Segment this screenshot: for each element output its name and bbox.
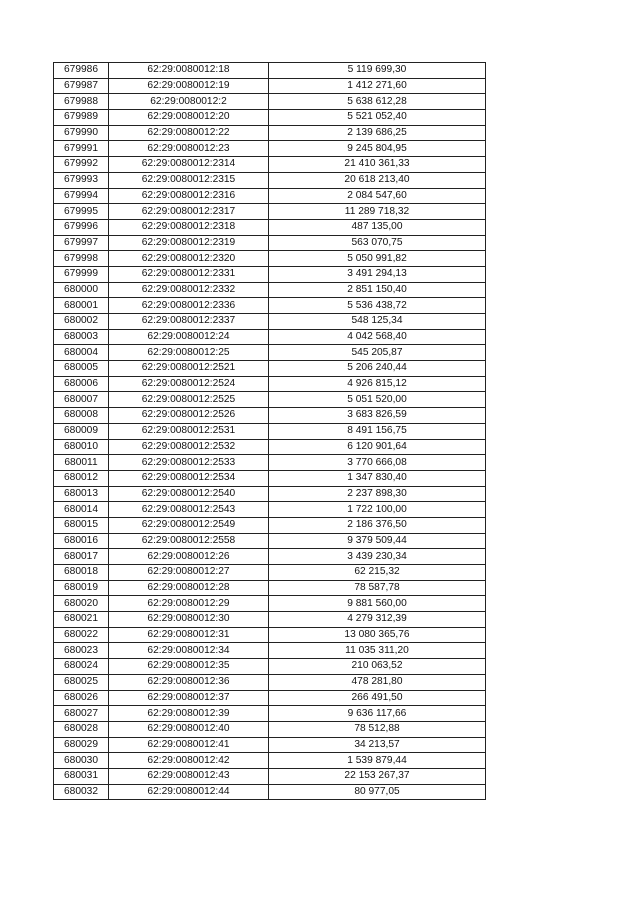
cadastral-number-cell: 62:29:0080012:2549	[109, 517, 269, 533]
cadastral-number-cell: 62:29:0080012:19	[109, 78, 269, 94]
table-row	[54, 361, 486, 377]
cadastral-value-cell: 5 206 240,44	[269, 361, 486, 377]
cadastral-number-cell: 62:29:0080012:2558	[109, 533, 269, 549]
row-number-cell: 680025	[54, 674, 109, 690]
cadastral-value-cell: 62 215,32	[269, 565, 486, 581]
cadastral-number-cell: 62:29:0080012:39	[109, 706, 269, 722]
cadastral-value-cell: 2 084 547,60	[269, 188, 486, 204]
row-number-cell: 680012	[54, 470, 109, 486]
cadastral-number-cell: 62:29:0080012:2521	[109, 361, 269, 377]
table-row	[54, 470, 486, 486]
cadastral-number-cell: 62:29:0080012:20	[109, 110, 269, 126]
cadastral-value-cell: 1 722 100,00	[269, 502, 486, 518]
cadastral-number-cell: 62:29:0080012:40	[109, 721, 269, 737]
row-number-cell: 680026	[54, 690, 109, 706]
cadastral-value-cell: 3 439 230,34	[269, 549, 486, 565]
cadastral-value-cell: 80 977,05	[269, 784, 486, 800]
cadastral-number-cell: 62:29:0080012:2540	[109, 486, 269, 502]
row-number-cell: 679996	[54, 219, 109, 235]
row-number-cell: 679994	[54, 188, 109, 204]
cadastral-value-cell: 9 881 560,00	[269, 596, 486, 612]
cadastral-number-cell: 62:29:0080012:2524	[109, 376, 269, 392]
cadastral-number-cell: 62:29:0080012:44	[109, 784, 269, 800]
cadastral-value-cell: 1 539 879,44	[269, 753, 486, 769]
table-row	[54, 219, 486, 235]
cadastral-number-cell: 62:29:0080012:2526	[109, 408, 269, 424]
cadastral-number-cell: 62:29:0080012:2534	[109, 470, 269, 486]
cadastral-value-cell: 34 213,57	[269, 737, 486, 753]
table-row	[54, 345, 486, 361]
cadastral-value-cell: 4 042 568,40	[269, 329, 486, 345]
table-row	[54, 298, 486, 314]
table-row	[54, 565, 486, 581]
cadastral-value-cell: 5 638 612,28	[269, 94, 486, 110]
cadastral-value-cell: 2 237 898,30	[269, 486, 486, 502]
cadastral-value-cell: 548 125,34	[269, 314, 486, 330]
row-number-cell: 680001	[54, 298, 109, 314]
cadastral-value-cell: 78 587,78	[269, 580, 486, 596]
cadastral-value-cell: 6 120 901,64	[269, 439, 486, 455]
cadastral-value-cell: 545 205,87	[269, 345, 486, 361]
table-row	[54, 188, 486, 204]
row-number-cell: 680029	[54, 737, 109, 753]
row-number-cell: 680017	[54, 549, 109, 565]
cadastral-number-cell: 62:29:0080012:23	[109, 141, 269, 157]
table-row	[54, 392, 486, 408]
cadastral-value-cell: 1 412 271,60	[269, 78, 486, 94]
row-number-cell: 680011	[54, 455, 109, 471]
cadastral-value-cell: 5 119 699,30	[269, 63, 486, 79]
table-row	[54, 376, 486, 392]
row-number-cell: 680018	[54, 565, 109, 581]
table-row	[54, 423, 486, 439]
table-row	[54, 659, 486, 675]
cadastral-value-table	[53, 62, 486, 800]
row-number-cell: 680004	[54, 345, 109, 361]
cadastral-value-cell: 3 683 826,59	[269, 408, 486, 424]
cadastral-number-cell: 62:29:0080012:2315	[109, 172, 269, 188]
table-row	[54, 768, 486, 784]
cadastral-number-cell: 62:29:0080012:42	[109, 753, 269, 769]
row-number-cell: 679998	[54, 251, 109, 267]
row-number-cell: 679999	[54, 266, 109, 282]
table-row	[54, 580, 486, 596]
cadastral-value-cell: 20 618 213,40	[269, 172, 486, 188]
cadastral-number-cell: 62:29:0080012:2331	[109, 266, 269, 282]
table-row	[54, 408, 486, 424]
table-row	[54, 455, 486, 471]
row-number-cell: 679986	[54, 63, 109, 79]
row-number-cell: 679995	[54, 204, 109, 220]
row-number-cell: 680020	[54, 596, 109, 612]
row-number-cell: 679993	[54, 172, 109, 188]
cadastral-number-cell: 62:29:0080012:27	[109, 565, 269, 581]
cadastral-number-cell: 62:29:0080012:2337	[109, 314, 269, 330]
table-row	[54, 533, 486, 549]
table-row	[54, 78, 486, 94]
row-number-cell: 680015	[54, 517, 109, 533]
row-number-cell: 680007	[54, 392, 109, 408]
cadastral-value-cell: 487 135,00	[269, 219, 486, 235]
row-number-cell: 680000	[54, 282, 109, 298]
table-row	[54, 549, 486, 565]
table-row	[54, 674, 486, 690]
row-number-cell: 680010	[54, 439, 109, 455]
cadastral-value-cell: 9 636 117,66	[269, 706, 486, 722]
cadastral-value-cell: 1 347 830,40	[269, 470, 486, 486]
cadastral-number-cell: 62:29:0080012:2316	[109, 188, 269, 204]
cadastral-value-cell: 21 410 361,33	[269, 157, 486, 173]
table-row	[54, 157, 486, 173]
cadastral-number-cell: 62:29:0080012:25	[109, 345, 269, 361]
table-row	[54, 721, 486, 737]
table-row	[54, 486, 486, 502]
cadastral-number-cell: 62:29:0080012:29	[109, 596, 269, 612]
cadastral-number-cell: 62:29:0080012:24	[109, 329, 269, 345]
row-number-cell: 680006	[54, 376, 109, 392]
table-row	[54, 627, 486, 643]
row-number-cell: 680032	[54, 784, 109, 800]
table-row	[54, 63, 486, 79]
cadastral-value-cell: 78 512,88	[269, 721, 486, 737]
cadastral-number-cell: 62:29:0080012:2336	[109, 298, 269, 314]
table-row	[54, 282, 486, 298]
cadastral-value-cell: 2 186 376,50	[269, 517, 486, 533]
row-number-cell: 680022	[54, 627, 109, 643]
row-number-cell: 680016	[54, 533, 109, 549]
row-number-cell: 680014	[54, 502, 109, 518]
cadastral-number-cell: 62:29:0080012:2532	[109, 439, 269, 455]
cadastral-value-cell: 11 035 311,20	[269, 643, 486, 659]
cadastral-number-cell: 62:29:0080012:31	[109, 627, 269, 643]
cadastral-number-cell: 62:29:0080012:37	[109, 690, 269, 706]
row-number-cell: 680021	[54, 612, 109, 628]
cadastral-value-cell: 13 080 365,76	[269, 627, 486, 643]
cadastral-value-cell: 3 491 294,13	[269, 266, 486, 282]
table-row	[54, 314, 486, 330]
row-number-cell: 680009	[54, 423, 109, 439]
cadastral-number-cell: 62:29:0080012:36	[109, 674, 269, 690]
row-number-cell: 680002	[54, 314, 109, 330]
cadastral-value-cell: 4 279 312,39	[269, 612, 486, 628]
table-row	[54, 737, 486, 753]
cadastral-number-cell: 62:29:0080012:41	[109, 737, 269, 753]
table-row	[54, 329, 486, 345]
table-row	[54, 784, 486, 800]
cadastral-number-cell: 62:29:0080012:2318	[109, 219, 269, 235]
cadastral-number-cell: 62:29:0080012:2531	[109, 423, 269, 439]
cadastral-number-cell: 62:29:0080012:18	[109, 63, 269, 79]
table-row	[54, 690, 486, 706]
row-number-cell: 679990	[54, 125, 109, 141]
cadastral-number-cell: 62:29:0080012:2332	[109, 282, 269, 298]
cadastral-number-cell: 62:29:0080012:30	[109, 612, 269, 628]
cadastral-number-cell: 62:29:0080012:43	[109, 768, 269, 784]
cadastral-number-cell: 62:29:0080012:2320	[109, 251, 269, 267]
cadastral-value-cell: 9 379 509,44	[269, 533, 486, 549]
row-number-cell: 680019	[54, 580, 109, 596]
cadastral-value-cell: 11 289 718,32	[269, 204, 486, 220]
row-number-cell: 680028	[54, 721, 109, 737]
cadastral-number-cell: 62:29:0080012:2314	[109, 157, 269, 173]
cadastral-number-cell: 62:29:0080012:2317	[109, 204, 269, 220]
table-row	[54, 172, 486, 188]
cadastral-value-cell: 8 491 156,75	[269, 423, 486, 439]
row-number-cell: 680005	[54, 361, 109, 377]
row-number-cell: 679989	[54, 110, 109, 126]
row-number-cell: 680003	[54, 329, 109, 345]
cadastral-value-cell: 563 070,75	[269, 235, 486, 251]
table-row	[54, 94, 486, 110]
row-number-cell: 680008	[54, 408, 109, 424]
row-number-cell: 679988	[54, 94, 109, 110]
cadastral-value-cell: 5 050 991,82	[269, 251, 486, 267]
cadastral-value-cell: 210 063,52	[269, 659, 486, 675]
row-number-cell: 680030	[54, 753, 109, 769]
cadastral-value-cell: 4 926 815,12	[269, 376, 486, 392]
row-number-cell: 680023	[54, 643, 109, 659]
cadastral-number-cell: 62:29:0080012:35	[109, 659, 269, 675]
table-row	[54, 612, 486, 628]
table-row	[54, 110, 486, 126]
table-row	[54, 125, 486, 141]
table-row	[54, 596, 486, 612]
cadastral-number-cell: 62:29:0080012:28	[109, 580, 269, 596]
table-row	[54, 235, 486, 251]
row-number-cell: 679992	[54, 157, 109, 173]
cadastral-value-cell: 3 770 666,08	[269, 455, 486, 471]
row-number-cell: 679991	[54, 141, 109, 157]
cadastral-value-cell: 478 281,80	[269, 674, 486, 690]
cadastral-number-cell: 62:29:0080012:2525	[109, 392, 269, 408]
cadastral-number-cell: 62:29:0080012:34	[109, 643, 269, 659]
cadastral-number-cell: 62:29:0080012:22	[109, 125, 269, 141]
cadastral-number-cell: 62:29:0080012:2533	[109, 455, 269, 471]
cadastral-value-cell: 5 536 438,72	[269, 298, 486, 314]
row-number-cell: 680024	[54, 659, 109, 675]
row-number-cell: 679987	[54, 78, 109, 94]
cadastral-value-cell: 266 491,50	[269, 690, 486, 706]
table-row	[54, 266, 486, 282]
table-row	[54, 643, 486, 659]
cadastral-value-cell: 9 245 804,95	[269, 141, 486, 157]
cadastral-value-cell: 5 051 520,00	[269, 392, 486, 408]
cadastral-number-cell: 62:29:0080012:2	[109, 94, 269, 110]
row-number-cell: 679997	[54, 235, 109, 251]
cadastral-number-cell: 62:29:0080012:26	[109, 549, 269, 565]
row-number-cell: 680013	[54, 486, 109, 502]
table-body	[54, 63, 486, 800]
table-row	[54, 141, 486, 157]
table-row	[54, 204, 486, 220]
table-row	[54, 517, 486, 533]
table-row	[54, 753, 486, 769]
row-number-cell: 680031	[54, 768, 109, 784]
cadastral-value-cell: 22 153 267,37	[269, 768, 486, 784]
cadastral-number-cell: 62:29:0080012:2543	[109, 502, 269, 518]
table-row	[54, 706, 486, 722]
cadastral-value-cell: 5 521 052,40	[269, 110, 486, 126]
table-row	[54, 502, 486, 518]
cadastral-value-cell: 2 851 150,40	[269, 282, 486, 298]
row-number-cell: 680027	[54, 706, 109, 722]
table-row	[54, 439, 486, 455]
table-row	[54, 251, 486, 267]
cadastral-number-cell: 62:29:0080012:2319	[109, 235, 269, 251]
cadastral-value-cell: 2 139 686,25	[269, 125, 486, 141]
